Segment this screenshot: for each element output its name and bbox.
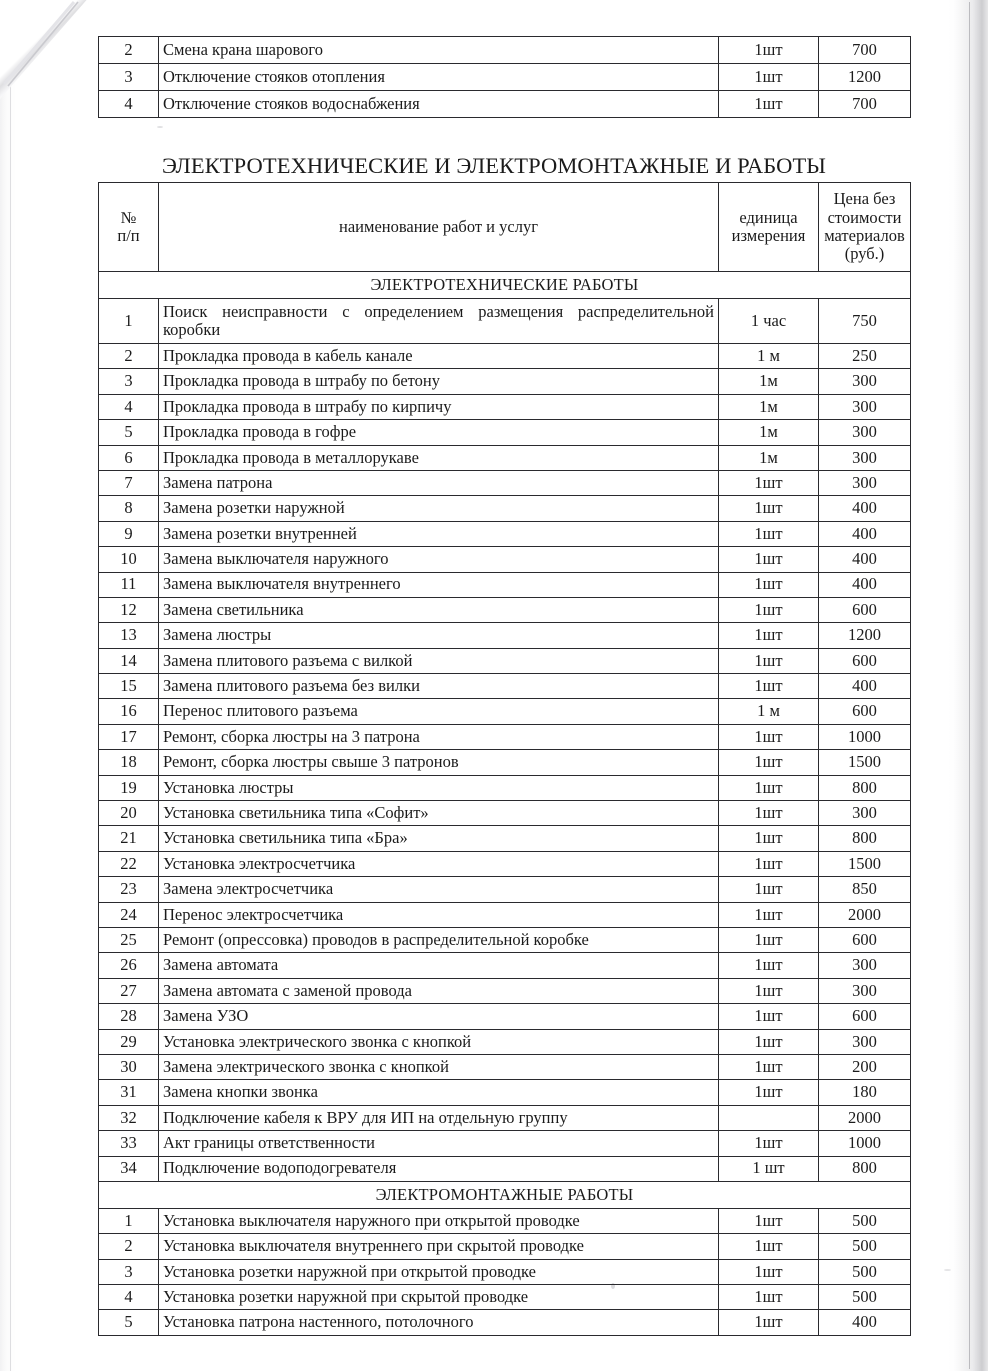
row-number-cell: 30 [99,1054,159,1079]
row-number-cell: 9 [99,521,159,546]
row-unit-cell [719,1105,819,1130]
table-row [99,394,911,419]
table-row [99,1054,911,1079]
row-unit-cell: 1шт [719,91,819,118]
row-number-cell: 3 [99,64,159,91]
row-price-cell: 500 [819,1208,911,1233]
row-price-cell: 700 [819,91,911,118]
row-unit-cell: 1шт [719,572,819,597]
row-number-cell: 22 [99,851,159,876]
row-unit-cell: 1шт [719,953,819,978]
row-name-cell: Установка светильника типа «Софит» [159,801,719,826]
row-price-cell: 1200 [819,623,911,648]
row-unit-cell: 1шт [719,1004,819,1029]
row-price-cell: 180 [819,1080,911,1105]
row-name-cell: Замена электрического звонка с кнопкой [159,1054,719,1079]
row-name-cell: Замена люстры [159,623,719,648]
row-unit-cell: 1шт [719,978,819,1003]
row-price-cell: 800 [819,775,911,800]
table-row [99,674,911,699]
row-name-cell: Замена кнопки звонка [159,1080,719,1105]
table-row [99,1156,911,1181]
row-unit-cell: 1шт [719,1310,819,1335]
table-row [99,1004,911,1029]
table-row [99,775,911,800]
row-unit-cell: 1 шт [719,1156,819,1181]
row-number-cell: 2 [99,344,159,369]
row-price-cell: 1000 [819,1131,911,1156]
row-price-cell: 400 [819,496,911,521]
row-unit-cell: 1м [719,445,819,470]
row-price-cell: 850 [819,877,911,902]
table-row [99,470,911,495]
continued-price-table [98,36,911,118]
row-unit-cell: 1шт [719,1080,819,1105]
table-row [99,851,911,876]
row-number-cell: 34 [99,1156,159,1181]
row-number-cell: 1 [99,1208,159,1233]
row-number-cell: 28 [99,1004,159,1029]
table-row [99,369,911,394]
header-price-line2: стоимости [827,207,902,227]
row-number-cell: 26 [99,953,159,978]
row-number-cell: 19 [99,775,159,800]
row-unit-cell: 1м [719,420,819,445]
row-unit-cell: 1шт [719,648,819,673]
table-row [99,648,911,673]
row-name-cell: Установка розетки наружной при скрытой проводке [159,1285,719,1310]
row-unit-cell: 1шт [719,623,819,648]
row-unit-cell: 1шт [719,902,819,927]
row-number-cell: 13 [99,623,159,648]
row-name-cell: Прокладка провода в металлорукаве [159,445,719,470]
row-number-cell: 17 [99,724,159,749]
row-name-cell: Замена плитового разъема без вилки [159,674,719,699]
row-number-cell: 24 [99,902,159,927]
row-name-cell: Установка патрона настенного, потолочного [159,1310,719,1335]
row-name-cell: Поиск неисправности с определением размещения распределительной коробки [159,299,719,344]
row-price-cell: 600 [819,927,911,952]
row-price-cell: 300 [819,801,911,826]
row-number-cell: 23 [99,877,159,902]
row-price-cell: 1500 [819,750,911,775]
row-unit-cell: 1шт [719,597,819,622]
row-price-cell: 500 [819,1259,911,1284]
row-number-cell: 33 [99,1131,159,1156]
table-row [99,1131,911,1156]
table-row [99,927,911,952]
header-cell-unit [719,183,819,272]
row-name-cell: Замена патрона [159,470,719,495]
row-number-cell: 16 [99,699,159,724]
row-price-cell: 300 [819,470,911,495]
row-number-cell: 10 [99,547,159,572]
row-number-cell: 4 [99,91,159,118]
row-name-cell: Отключение стояков отопления [159,64,719,91]
electrical-works-price-table [98,182,911,1336]
row-price-cell: 200 [819,1054,911,1079]
row-number-cell: 14 [99,648,159,673]
row-price-cell: 600 [819,597,911,622]
table-row [99,445,911,470]
row-unit-cell: 1 м [719,699,819,724]
row-price-cell: 1500 [819,851,911,876]
row-name-cell: Замена электросчетчика [159,877,719,902]
row-price-cell: 700 [819,37,911,64]
section-heading-row [99,272,911,299]
row-unit-cell: 1шт [719,1029,819,1054]
row-name-cell: Замена выключателя внутреннего [159,572,719,597]
row-unit-cell: 1м [719,369,819,394]
row-name-cell: Ремонт (опрессовка) проводов в распределительной коробке [159,927,719,952]
row-name-cell: Установка выключателя внутреннего при скрытой проводке [159,1234,719,1259]
row-name-cell: Установка выключателя наружного при открытой проводке [159,1208,719,1233]
row-name-cell: Замена автомата [159,953,719,978]
table-row [99,1080,911,1105]
row-number-cell: 2 [99,1234,159,1259]
row-number-cell: 20 [99,801,159,826]
row-number-cell: 4 [99,394,159,419]
table-row [99,597,911,622]
table-row [99,521,911,546]
table-row [99,750,911,775]
table-row [99,547,911,572]
row-price-cell: 300 [819,978,911,1003]
table-row [99,724,911,749]
row-number-cell: 5 [99,1310,159,1335]
row-unit-cell: 1шт [719,775,819,800]
row-name-cell: Смена крана шарового [159,37,719,64]
row-name-cell: Установка люстры [159,775,719,800]
row-number-cell: 8 [99,496,159,521]
table-row [99,1234,911,1259]
row-unit-cell: 1шт [719,826,819,851]
row-name-cell: Перенос плитового разъема [159,699,719,724]
row-number-cell: 6 [99,445,159,470]
table-row [99,572,911,597]
table-row [99,299,911,344]
row-price-cell: 400 [819,521,911,546]
row-price-cell: 250 [819,344,911,369]
row-unit-cell: 1шт [719,1259,819,1284]
row-unit-cell: 1шт [719,496,819,521]
row-name-cell: Акт границы ответственности [159,1131,719,1156]
row-price-cell: 400 [819,547,911,572]
table-row [99,344,911,369]
row-unit-cell: 1шт [719,801,819,826]
table-row [99,91,911,118]
row-unit-cell: 1 м [719,344,819,369]
header-unit-line2: измерения [731,226,806,245]
row-price-cell: 600 [819,699,911,724]
row-price-cell: 300 [819,1029,911,1054]
table-row [99,1105,911,1130]
row-name-cell: Замена выключателя наружного [159,547,719,572]
row-name-cell: Установка электросчетчика [159,851,719,876]
row-name-cell: Ремонт, сборка люстры на 3 патрона [159,724,719,749]
row-number-cell: 25 [99,927,159,952]
row-name-cell: Замена розетки наружной [159,496,719,521]
row-unit-cell: 1шт [719,750,819,775]
header-number-line2: п/п [117,226,140,245]
table-row [99,64,911,91]
row-unit-cell: 1м [719,394,819,419]
header-cell-number [99,183,159,272]
table-header-row [99,183,911,272]
section-heading-row [99,1181,911,1208]
table-row [99,1208,911,1233]
row-price-cell: 800 [819,1156,911,1181]
row-name-cell: Подключение кабеля к ВРУ для ИП на отдельную группу [159,1105,719,1130]
row-price-cell: 2000 [819,902,911,927]
row-number-cell: 3 [99,369,159,394]
table-row [99,1259,911,1284]
row-price-cell: 400 [819,572,911,597]
table-row [99,801,911,826]
table-row [99,902,911,927]
row-price-cell: 750 [819,299,911,344]
row-number-cell: 12 [99,597,159,622]
row-unit-cell: 1шт [719,674,819,699]
row-number-cell: 15 [99,674,159,699]
table-row [99,420,911,445]
row-number-cell: 2 [99,37,159,64]
row-number-cell: 1 [99,299,159,344]
row-number-cell: 31 [99,1080,159,1105]
table-row [99,623,911,648]
row-price-cell: 800 [819,826,911,851]
header-price-line1: Цена без [833,189,896,209]
row-name-cell: Прокладка провода в гофре [159,420,719,445]
row-number-cell: 3 [99,1259,159,1284]
table-row [99,978,911,1003]
header-price-line3: материалов [824,226,905,245]
row-unit-cell: 1шт [719,877,819,902]
table-row [99,953,911,978]
row-name-cell: Прокладка провода в штрабу по кирпичу [159,394,719,419]
row-unit-cell: 1 час [719,299,819,344]
row-unit-cell: 1шт [719,1234,819,1259]
page-title: ЭЛЕКТРОТЕХНИЧЕСКИЕ И ЭЛЕКТРОМОНТАЖНЫЕ И РАБОТЫ [161,153,827,178]
header-number-line1: № [120,207,137,227]
row-number-cell: 32 [99,1105,159,1130]
row-price-cell: 600 [819,648,911,673]
row-number-cell: 18 [99,750,159,775]
row-name-cell: Подключение водоподогревателя [159,1156,719,1181]
table-row [99,496,911,521]
row-name-cell: Замена светильника [159,597,719,622]
row-unit-cell: 1шт [719,521,819,546]
header-price-line4: (руб.) [844,244,885,264]
row-name-cell: Прокладка провода в штрабу по бетону [159,369,719,394]
row-name-cell: Ремонт, сборка люстры свыше 3 патронов [159,750,719,775]
row-price-cell: 500 [819,1285,911,1310]
header-cell-name: наименование работ и услуг [159,183,719,272]
row-price-cell: 500 [819,1234,911,1259]
row-unit-cell: 1шт [719,64,819,91]
table-row [99,1310,911,1335]
row-number-cell: 27 [99,978,159,1003]
row-price-cell: 600 [819,1004,911,1029]
section-heading: ЭЛЕКТРОТЕХНИЧЕСКИЕ РАБОТЫ [99,272,911,299]
row-unit-cell: 1шт [719,470,819,495]
row-price-cell: 300 [819,445,911,470]
row-unit-cell: 1шт [719,1131,819,1156]
header-cell-price [819,183,911,272]
row-price-cell: 300 [819,369,911,394]
row-price-cell: 1000 [819,724,911,749]
row-unit-cell: 1шт [719,1054,819,1079]
row-number-cell: 29 [99,1029,159,1054]
row-name-cell: Замена автомата с заменой провода [159,978,719,1003]
header-unit-line1: единица [739,207,798,227]
table-row [99,826,911,851]
row-price-cell: 1200 [819,64,911,91]
row-price-cell: 300 [819,420,911,445]
row-name-cell: Перенос электросчетчика [159,902,719,927]
row-name-cell: Замена УЗО [159,1004,719,1029]
row-price-cell: 400 [819,1310,911,1335]
row-unit-cell: 1шт [719,37,819,64]
row-name-cell: Установка электрического звонка с кнопкой [159,1029,719,1054]
row-price-cell: 2000 [819,1105,911,1130]
table-row [99,877,911,902]
table-row [99,37,911,64]
row-unit-cell: 1шт [719,927,819,952]
row-unit-cell: 1шт [719,724,819,749]
row-price-cell: 300 [819,953,911,978]
row-name-cell: Установка розетки наружной при открытой проводке [159,1259,719,1284]
table-row [99,1029,911,1054]
row-name-cell: Прокладка провода в кабель канале [159,344,719,369]
row-name-cell: Замена розетки внутренней [159,521,719,546]
row-number-cell: 7 [99,470,159,495]
row-number-cell: 11 [99,572,159,597]
table-row [99,699,911,724]
table-row [99,1285,911,1310]
row-name-cell: Отключение стояков водоснабжения [159,91,719,118]
row-unit-cell: 1шт [719,851,819,876]
section-heading: ЭЛЕКТРОМОНТАЖНЫЕ РАБОТЫ [99,1181,911,1208]
row-unit-cell: 1шт [719,547,819,572]
row-number-cell: 5 [99,420,159,445]
row-number-cell: 21 [99,826,159,851]
row-name-cell: Установка светильника типа «Бра» [159,826,719,851]
row-price-cell: 300 [819,394,911,419]
row-price-cell: 400 [819,674,911,699]
row-name-cell: Замена плитового разъема с вилкой [159,648,719,673]
row-unit-cell: 1шт [719,1285,819,1310]
row-unit-cell: 1шт [719,1208,819,1233]
row-number-cell: 4 [99,1285,159,1310]
